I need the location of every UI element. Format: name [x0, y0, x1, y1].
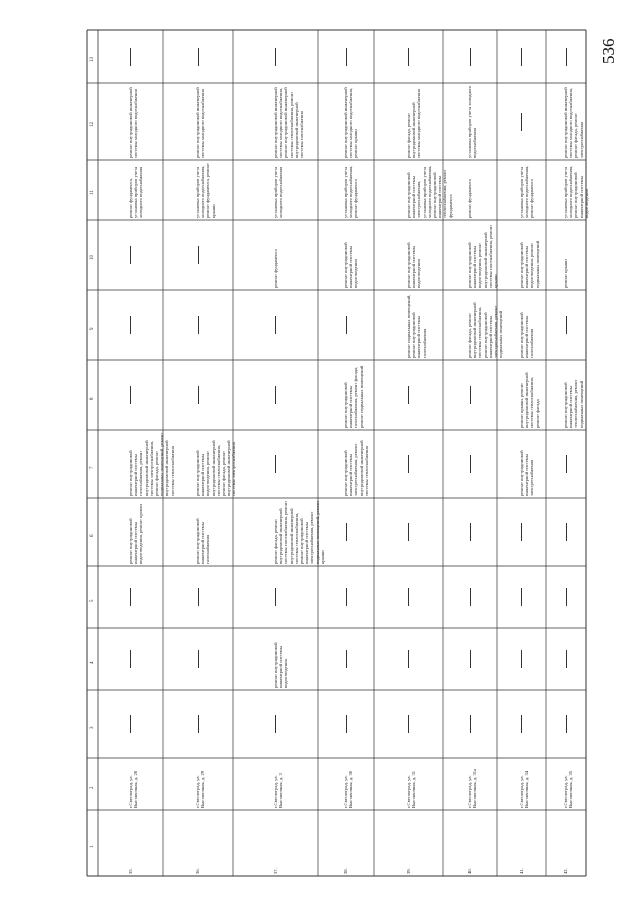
empty-cell-dash — [566, 48, 567, 66]
address-cell: г.Светлоград, ул. Выставочная, д. 35 — [563, 770, 574, 808]
column-number-5: 5 — [90, 599, 95, 602]
empty-cell-dash — [470, 48, 471, 66]
empty-cell-dash — [346, 715, 347, 733]
empty-cell-dash — [130, 246, 131, 264]
empty-cell-dash — [470, 650, 471, 668]
empty-cell-dash — [408, 48, 409, 66]
work-cell: ремонт внутридомовой инженерной системы холодного водоснабжения, ремонт крыши — [343, 87, 359, 158]
empty-cell-dash — [275, 455, 276, 473]
column-number-3: 3 — [90, 726, 95, 729]
work-cell: установка приборов учета холодного водоснабжения, ремонт фундамента — [518, 165, 534, 218]
empty-cell-dash — [521, 113, 522, 131]
empty-cell-dash — [346, 316, 347, 334]
empty-cell-dash — [275, 715, 276, 733]
column-number-6: 6 — [90, 534, 95, 537]
column-number-9: 9 — [90, 327, 95, 330]
address-cell: г.Светлоград, ул. Выставочная, д. 31 — [405, 770, 416, 808]
empty-cell-dash — [346, 523, 347, 541]
empty-cell-dash — [470, 588, 471, 606]
work-cell: ремонт внутридомовой инженерной системы теплоснабжения, ремонт подвальных помещений — [563, 379, 584, 428]
empty-cell-dash — [130, 386, 131, 404]
work-cell: ремонт внутридомовой инженерной системы водоотведения — [405, 242, 421, 288]
empty-cell-dash — [198, 316, 199, 334]
column-number-11: 11 — [90, 190, 95, 195]
empty-cell-dash — [275, 316, 276, 334]
empty-cell-dash — [408, 386, 409, 404]
empty-cell-dash — [566, 523, 567, 541]
work-cell: установка приборов учета холодного водоснабжения — [272, 166, 283, 218]
work-cell: ремонт внутридомовой инженерной системы водоотведения, ремонт внутридомовой инженерной системы газоснабжения, ремонт крыши — [467, 224, 499, 288]
address-cell: г.Светлоград, ул. Выставочная, д. 28 — [127, 770, 138, 808]
work-cell: ремонт фундамента — [467, 179, 472, 218]
row-number: 37. — [272, 868, 278, 874]
work-cell: установка приборов учета холодного водоснабжения, ремонт фундамента, ремонт крыши — [195, 163, 216, 218]
row-number: 42. — [563, 868, 568, 874]
work-cell: ремонт фасада, ремонт внутридомовой инженерной системы газоснабжения, ремонт внутридомовой инженерной системы теплоснабжения, ремонт внутридомовой инженерной системы электроснабжения, ремонт подвальных помещений, ремонт крыши — [272, 500, 325, 564]
work-cell: установка приборов учета холодного водоснабжения — [467, 85, 478, 158]
column-number-12: 12 — [90, 121, 95, 127]
empty-cell-dash — [566, 715, 567, 733]
empty-cell-dash — [198, 386, 199, 404]
work-cell: ремонт крыши — [563, 259, 568, 288]
empty-cell-dash — [521, 48, 522, 66]
empty-cell-dash — [130, 48, 131, 66]
empty-cell-dash — [198, 715, 199, 733]
address-cell: г.Светлоград, ул. Выставочная, д. 29 — [195, 770, 206, 808]
work-cell: ремонт внутридомовой инженерной системы водоотведения — [343, 242, 359, 288]
row-number: 38. — [343, 868, 348, 874]
address-cell: г.Светлоград, ул. Выставочная, д. 34 — [518, 770, 529, 808]
work-cell: ремонт внутридомовой инженерной системы холодного водоснабжения — [195, 87, 206, 158]
work-cell: ремонт внутридомовой инженерной системы газоснабжения, ремонт фасада, ремонт подвальных помещений — [343, 365, 364, 428]
work-cell: ремонт внутридомовой инженерной системы газоснабжения — [195, 518, 211, 564]
work-cell: ремонт фундамента — [272, 249, 278, 288]
column-number-4: 4 — [90, 661, 95, 664]
empty-cell-dash — [521, 588, 522, 606]
work-cell: ремонт внутридомовой инженерной системы электроснабжения — [518, 450, 534, 496]
empty-cell-dash — [408, 455, 409, 473]
column-number-8: 8 — [90, 397, 95, 400]
empty-cell-dash — [198, 588, 199, 606]
empty-cell-dash — [470, 386, 471, 404]
work-cell: ремонт внутридомовой инженерной системы водоотведения, ремонт внутридомовой инженерной системы теплоснабжения, ремонт фасада, ремонт внутридомовой инженерной системы электроснабжения — [195, 440, 237, 496]
empty-cell-dash — [470, 455, 471, 473]
address-cell: г.Светлоград, ул. Выставочная, д. 30 — [343, 770, 354, 808]
empty-cell-dash — [275, 588, 276, 606]
empty-cell-dash — [470, 523, 471, 541]
work-cell: ремонт фундамента, установка приборов учета холодного водоснабжения — [127, 166, 143, 218]
row-number: 36. — [195, 868, 200, 874]
empty-cell-dash — [130, 715, 131, 733]
column-number-2: 2 — [90, 786, 95, 789]
empty-cell-dash — [130, 316, 131, 334]
address-cell: г.Светлоград, ул. Выставочная, д. 31а — [467, 768, 478, 808]
work-cell: ремонт подвальных помещений, ремонт внутридомовой инженерной системы газоснабжения — [405, 294, 427, 358]
row-number: 39. — [405, 868, 411, 874]
empty-cell-dash — [566, 588, 567, 606]
column-number-10: 10 — [90, 255, 95, 260]
page-number: 536 — [599, 38, 618, 64]
empty-cell-dash — [130, 588, 131, 606]
work-cell: ремонт внутридомовой инженерной системы водоотведения, ремонт кровли — [127, 504, 143, 564]
column-number-7: 7 — [90, 466, 95, 469]
empty-cell-dash — [566, 650, 567, 668]
row-number: 40. — [467, 868, 472, 874]
column-number-1: 1 — [90, 845, 95, 848]
empty-cell-dash — [521, 523, 522, 541]
empty-cell-dash — [275, 386, 276, 404]
work-cell: ремонт фасада, ремонт внутридомовой инженерной системы теплоснабжения, ремонт внутридомовой инженерной системы электроснабжения, ремонт подвальных помещений — [467, 302, 504, 358]
work-cell: ремонт фасада, ремонт внутридомовой инженерной системы холодного водоснабжения — [405, 89, 421, 158]
work-cell: ремонт внутридомовой инженерной системы холодного водоснабжения, ремонт внутридомовой инженерной системы теплоснабжения, ремонт внутридомовой инженерной системы газоснабжения — [272, 87, 304, 158]
work-cell: ремонт крыши, ремонт внутридомовой инженерной системы теплоснабжения, ремонт фасада — [518, 372, 540, 428]
work-cell: ремонт внутридомовой инженерной системы холодного водоснабжения — [127, 87, 138, 158]
empty-cell-dash — [470, 715, 471, 733]
empty-cell-dash — [408, 715, 409, 733]
work-cell: ремонт внутридомовой инженерной системы водоотведения — [272, 642, 288, 688]
empty-cell-dash — [346, 588, 347, 606]
work-cell: установка приборов учета холодного водоснабжения, ремонт фундамента — [343, 165, 359, 218]
work-cell: ремонт внутридомовой инженерной системы газоснабжения — [518, 312, 534, 358]
empty-cell-dash — [566, 316, 567, 334]
work-cell: ремонт внутридомовой инженерной системы электроснабжения, установка приборов учета холодного водоснабжения, ремонт внутридомовой инженерной системы теплоснабжения, ремонт фундамента — [405, 165, 453, 218]
empty-cell-dash — [521, 650, 522, 668]
empty-cell-dash — [275, 48, 276, 66]
empty-cell-dash — [408, 588, 409, 606]
empty-cell-dash — [346, 48, 347, 66]
column-number-13: 13 — [90, 56, 95, 62]
address-cell: г.Светлоград, ул. Выставочная, д. 3 — [272, 773, 283, 808]
empty-cell-dash — [198, 650, 199, 668]
row-number: 41. — [518, 868, 524, 874]
work-cell: ремонт внутридомовой инженерной системы водоотведения, ремонт подвальных помещений — [518, 240, 540, 288]
empty-cell-dash — [130, 650, 131, 668]
work-cell: ремонт внутридомовой инженерной системы электроснабжения, ремонт внутридомовой инженерной системы теплоснабжения — [343, 440, 369, 496]
empty-cell-dash — [408, 523, 409, 541]
empty-cell-dash — [198, 48, 199, 66]
empty-cell-dash — [521, 715, 522, 733]
work-cell: установка приборов учета холодного водоснабжения, ремонт внутридомовой инженерной системы водоотведения — [563, 165, 589, 218]
empty-cell-dash — [408, 650, 409, 668]
work-cell: ремонт внутридомовой инженерной системы газоснабжения, ремонт внутридомовой инженерной системы электроснабжения, ремонт фасада, ремонт подвальных помещений, ремонт внутридомовой инженерной системы теплоснабжения — [127, 432, 175, 496]
empty-cell-dash — [198, 246, 199, 264]
work-cell: ремонт внутридомовой инженерной системы холодного водоснабжения, ремонт фасада, ремонт электроснабжения — [563, 87, 584, 158]
empty-cell-dash — [346, 650, 347, 668]
empty-cell-dash — [566, 455, 567, 473]
row-number: 35. — [127, 868, 133, 874]
